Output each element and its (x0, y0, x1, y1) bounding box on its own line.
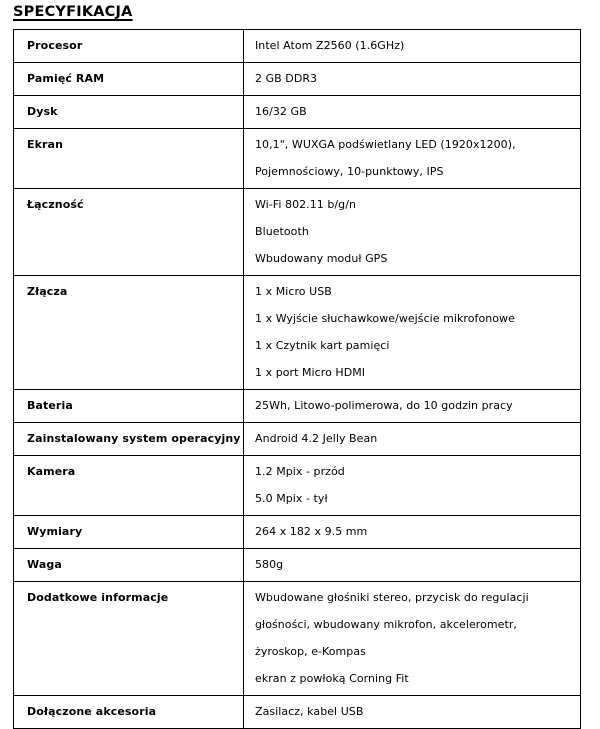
spec-label: Zainstalowany system operacyjny (27, 432, 241, 445)
spec-label: Dołączone akcesoria (27, 705, 157, 718)
specification-table (13, 29, 581, 729)
spec-value-cell (244, 390, 581, 423)
spec-value-cell (244, 189, 581, 276)
table-row (14, 96, 581, 129)
spec-label-cell (14, 549, 244, 582)
spec-label: Dodatkowe informacje (27, 591, 169, 604)
spec-value-line: Wbudowane głośniki stereo, przycisk do regulacji (255, 591, 529, 604)
spec-label: Ekran (27, 138, 64, 151)
spec-value-cell (244, 96, 581, 129)
spec-label-cell (14, 63, 244, 96)
spec-value-cell (244, 456, 581, 516)
spec-value-cell (244, 696, 581, 729)
spec-value-cell (244, 423, 581, 456)
spec-value-line: Bluetooth (255, 225, 309, 238)
spec-label: Złącza (27, 285, 68, 298)
spec-label-cell (14, 456, 244, 516)
spec-value-line: 1 x Czytnik kart pamięci (255, 339, 390, 352)
spec-label-cell (14, 696, 244, 729)
table-row (14, 63, 581, 96)
spec-value-line: 25Wh, Litowo-polimerowa, do 10 godzin pracy (255, 399, 513, 412)
spec-value-line: 580g (255, 558, 284, 571)
table-row (14, 276, 581, 390)
table-row (14, 516, 581, 549)
spec-value-cell (244, 30, 581, 63)
spec-value-line: ekran z powłoką Corning Fit (255, 672, 409, 685)
spec-label: Łączność (27, 198, 84, 211)
table-row (14, 582, 581, 696)
spec-value-line: 264 x 182 x 9.5 mm (255, 525, 368, 538)
spec-label-cell (14, 30, 244, 63)
spec-label: Waga (27, 558, 62, 571)
spec-value-line: 5.0 Mpix - tył (255, 492, 328, 505)
table-row (14, 456, 581, 516)
table-row (14, 189, 581, 276)
page-title: SPECYFIKACJA (13, 4, 133, 20)
spec-value-line: 1 x Micro USB (255, 285, 332, 298)
spec-label-cell (14, 390, 244, 423)
spec-value-line: 1.2 Mpix - przód (255, 465, 345, 478)
table-row (14, 390, 581, 423)
spec-label-cell (14, 516, 244, 549)
spec-label-cell (14, 582, 244, 696)
spec-value-cell (244, 516, 581, 549)
spec-value-line: 2 GB DDR3 (255, 72, 318, 85)
spec-value-line: głośności, wbudowany mikrofon, akcelerometr, (255, 618, 517, 631)
spec-label: Dysk (27, 105, 58, 118)
spec-label: Bateria (27, 399, 73, 412)
spec-label: Kamera (27, 465, 76, 478)
table-row (14, 549, 581, 582)
table-row (14, 696, 581, 729)
spec-label: Wymiary (27, 525, 83, 538)
spec-value-line: 10,1", WUXGA podświetlany LED (1920x1200), (255, 138, 516, 151)
spec-value-line: Wbudowany moduł GPS (255, 252, 388, 265)
spec-value-cell (244, 582, 581, 696)
spec-value-line: 1 x Wyjście słuchawkowe/wejście mikrofonowe (255, 312, 515, 325)
spec-value-line: żyroskop, e-Kompas (255, 645, 366, 658)
spec-value-cell (244, 129, 581, 189)
spec-value-line: Android 4.2 Jelly Bean (255, 432, 378, 445)
table-row (14, 129, 581, 189)
spec-value-line: Intel Atom Z2560 (1.6GHz) (255, 39, 405, 52)
spec-value-line: Wi-Fi 802.11 b/g/n (255, 198, 356, 211)
spec-value-cell (244, 276, 581, 390)
spec-label-cell (14, 423, 244, 456)
spec-label: Pamięć RAM (27, 72, 105, 85)
spec-value-cell (244, 549, 581, 582)
specification-table-body (14, 30, 581, 729)
spec-value-line: Zasilacz, kabel USB (255, 705, 364, 718)
table-row (14, 30, 581, 63)
spec-label: Procesor (27, 39, 83, 52)
spec-label-cell (14, 189, 244, 276)
spec-value-cell (244, 63, 581, 96)
spec-value-line: Pojemnościowy, 10-punktowy, IPS (255, 165, 444, 178)
spec-label-cell (14, 276, 244, 390)
spec-label-cell (14, 96, 244, 129)
spec-label-cell (14, 129, 244, 189)
table-row (14, 423, 581, 456)
spec-value-line: 1 x port Micro HDMI (255, 366, 366, 379)
spec-value-line: 16/32 GB (255, 105, 307, 118)
